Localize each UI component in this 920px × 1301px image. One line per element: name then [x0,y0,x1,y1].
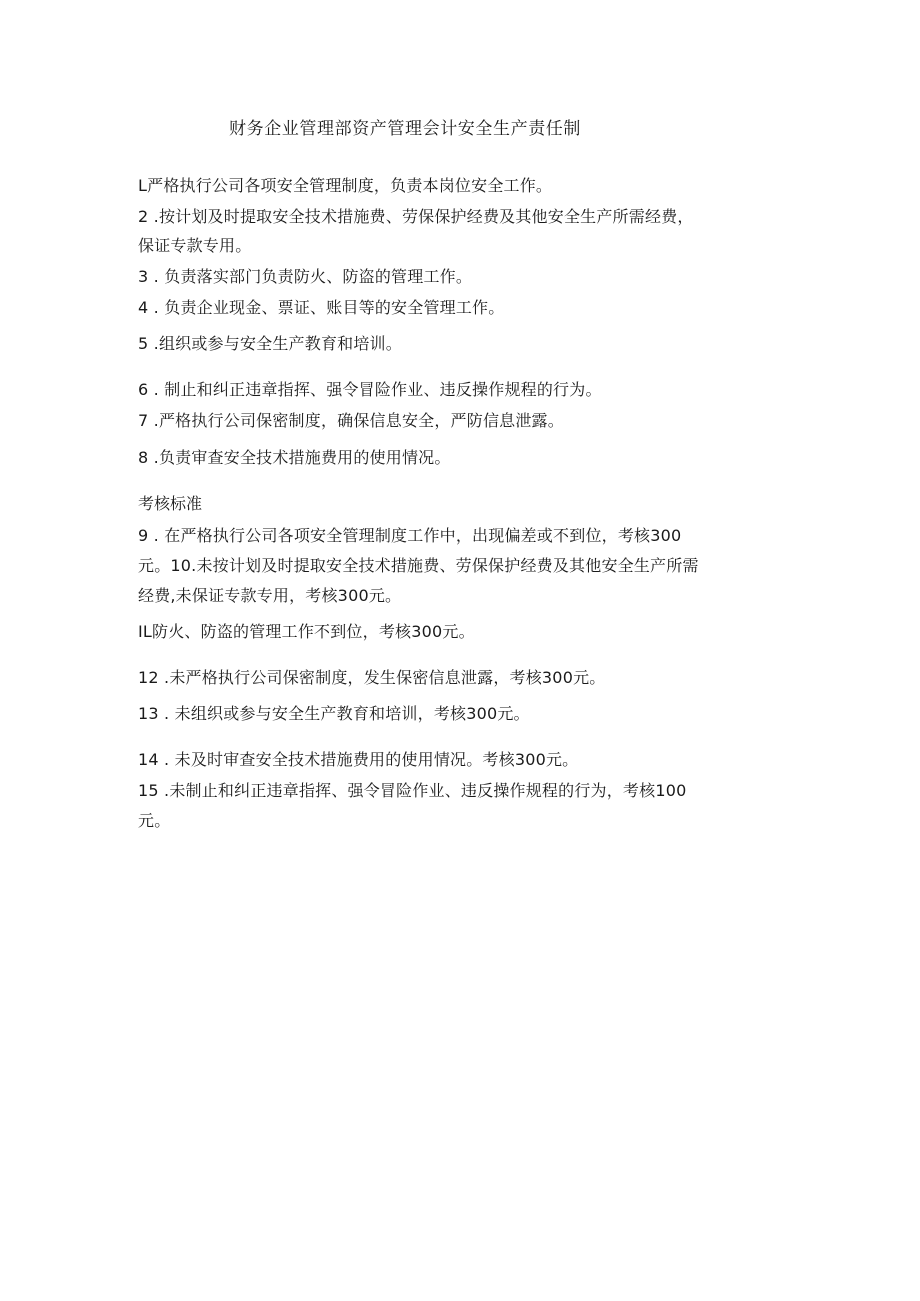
duty-line-5: 5 .组织或参与安全生产教育和培训。 [138,334,402,353]
assessment-line-15: 15 .未制止和纠正违章指挥、强令冒险作业、违反操作规程的行为，考核100 [138,781,687,800]
document-title: 财务企业管理部资产管理会计安全生产责任制 [229,119,581,139]
assessment-line-14: 14 . 未及时审查安全技术措施费用的使用情况。考核300元。 [138,750,579,769]
duty-line-8: 8 .负责审查安全技术措施费用的使用情况。 [138,448,451,467]
assessment-line-12: 12 .未严格执行公司保密制度，发生保密信息泄露，考核300元。 [138,668,606,687]
duty-line-4: 4 . 负责企业现金、票证、账目等的安全管理工作。 [138,298,505,317]
assessment-line-10-cont: 经费,未保证专款专用，考核300元。 [138,586,402,605]
duty-line-6: 6 . 制止和纠正违章指挥、强令冒险作业、违反操作规程的行为。 [138,380,602,399]
assessment-heading: 考核标准 [138,494,203,513]
assessment-line-10: 元。10.未按计划及时提取安全技术措施费、劳保保护经费及其他安全生产所需 [138,556,699,575]
assessment-line-11: IL防火、防盗的管理工作不到位，考核300元。 [138,622,475,641]
duty-line-1: L严格执行公司各项安全管理制度，负责本岗位安全工作。 [138,176,553,195]
assessment-line-9: 9 . 在严格执行公司各项安全管理制度工作中，出现偏差或不到位，考核300 [138,526,682,545]
duty-line-2-cont: 保证专款专用。 [138,236,252,255]
assessment-line-13: 13 . 未组织或参与安全生产教育和培训，考核300元。 [138,704,530,723]
duty-line-2: 2 .按计划及时提取安全技术措施费、劳保保护经费及其他安全生产所需经费， [138,207,694,226]
assessment-line-15-cont: 元。 [138,811,171,830]
duty-line-7: 7 .严格执行公司保密制度，确保信息安全，严防信息泄露。 [138,411,564,430]
duty-line-3: 3 . 负责落实部门负责防火、防盗的管理工作。 [138,267,473,286]
